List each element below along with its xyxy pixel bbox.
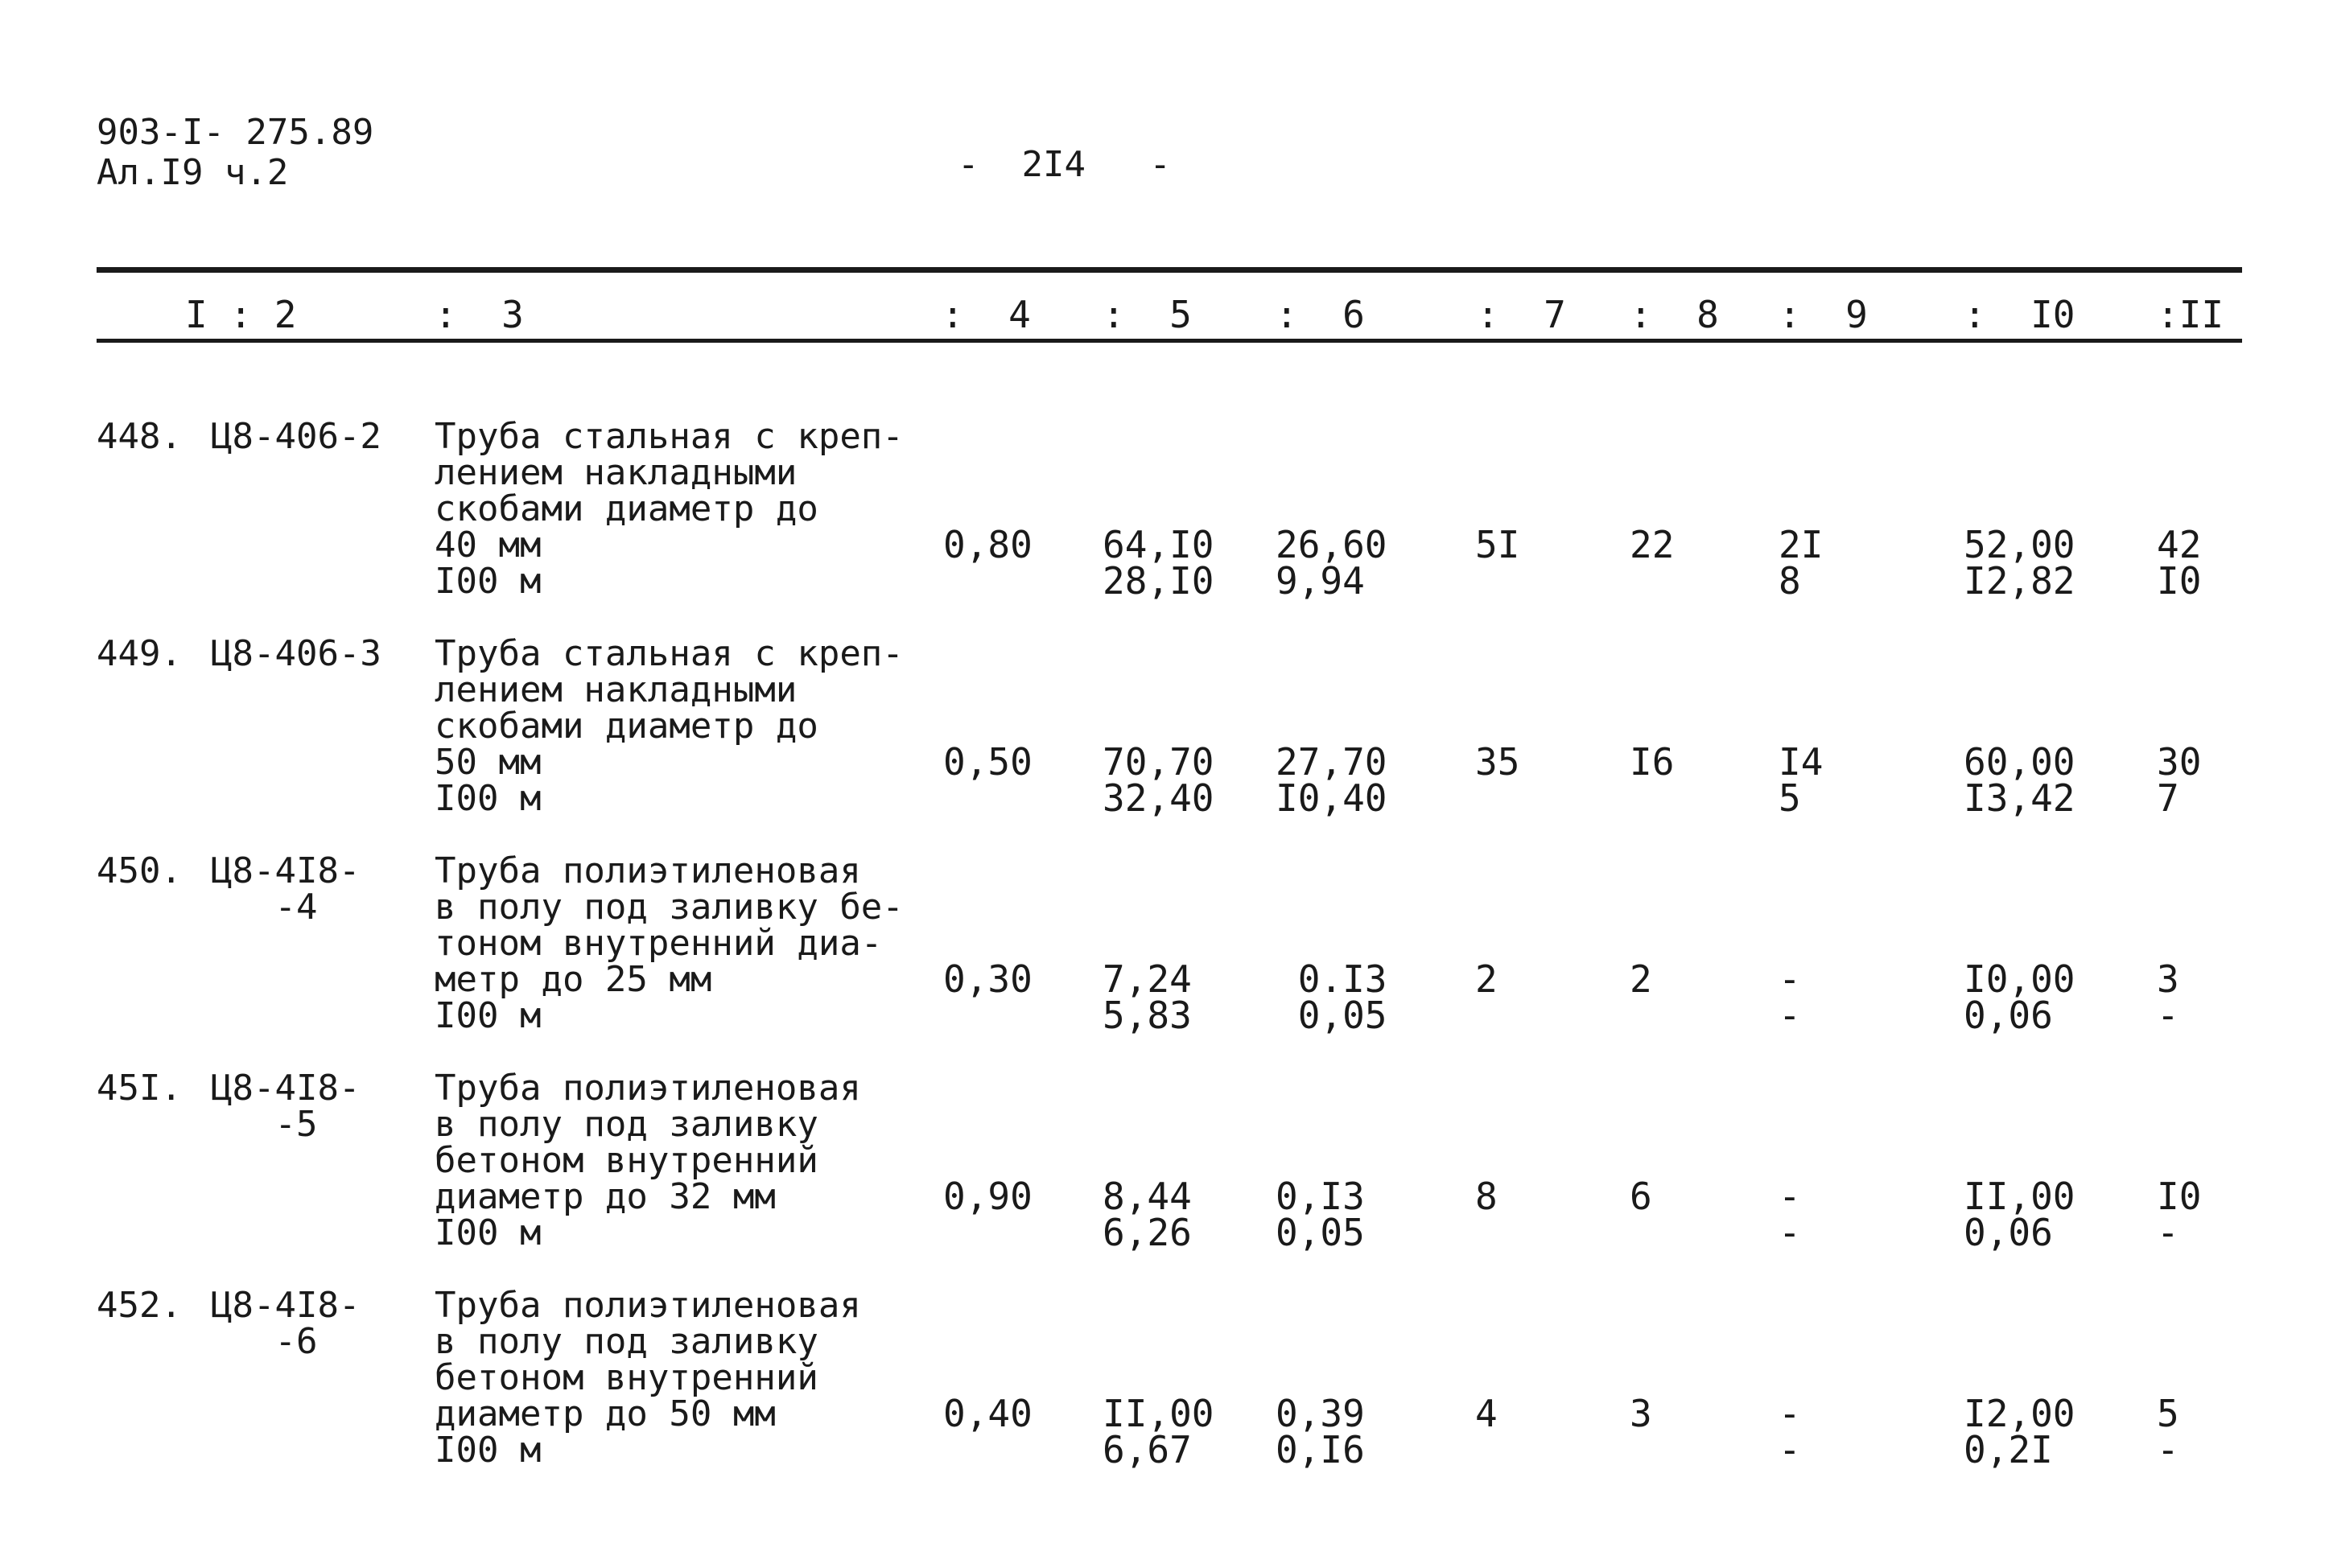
work-description: Труба стальная с креп- (435, 633, 904, 674)
work-description: I00 м (435, 1212, 542, 1253)
cell-col-5: 32,40 (1103, 776, 1214, 820)
cell-col-6: 0,I3 (1276, 1175, 1365, 1218)
cell-col-11: - (2157, 1211, 2179, 1254)
cell-col-9: 8 (1779, 559, 1801, 603)
cell-col-9: - (1779, 957, 1801, 1001)
column-header-7: : 8 (1630, 293, 1719, 336)
cell-col-6: 26,60 (1276, 523, 1387, 566)
rate-code: -6 (211, 1321, 318, 1362)
cell-col-6: 0,05 (1276, 994, 1387, 1037)
cell-col-7: 4 (1475, 1392, 1498, 1435)
work-description: Труба полиэтиленовая (435, 850, 861, 891)
cell-col-9: - (1779, 1211, 1801, 1254)
cell-col-4: 0,80 (943, 523, 1033, 566)
sheet-label: Ал.I9 ч.2 (97, 152, 289, 193)
column-header-10: :II (2157, 293, 2224, 336)
cell-col-9: - (1779, 1392, 1801, 1435)
cell-col-10: 0,06 (1964, 994, 2053, 1037)
cell-col-10: 60,00 (1964, 740, 2075, 784)
cell-col-10: I2,82 (1964, 559, 2075, 603)
rate-code: Ц8-406-2 (211, 416, 381, 457)
rate-code: Ц8-4I8- (211, 1068, 361, 1109)
rate-code: Ц8-406-3 (211, 633, 381, 674)
work-description: Труба полиэтиленовая (435, 1068, 861, 1109)
work-description: тоном внутренний диа- (435, 923, 883, 964)
page-number: - 2I4 - (958, 144, 1171, 185)
column-header-2: : 3 (435, 293, 524, 336)
column-header-5: : 6 (1276, 293, 1365, 336)
cell-col-11: - (2157, 994, 2179, 1037)
cell-col-9: - (1779, 1428, 1801, 1471)
cell-col-6: 0.I3 (1276, 957, 1387, 1001)
cell-col-6: I0,40 (1276, 776, 1387, 820)
cell-col-10: II,00 (1964, 1175, 2075, 1218)
work-description: 50 мм (435, 742, 542, 783)
work-description: бетоном внутренний (435, 1140, 818, 1181)
work-description: Труба полиэтиленовая (435, 1285, 861, 1326)
cell-col-11: 7 (2157, 776, 2179, 820)
cell-col-4: 0,40 (943, 1392, 1033, 1435)
work-description: в полу под заливку (435, 1104, 818, 1145)
cell-col-10: I2,00 (1964, 1392, 2075, 1435)
document-code-block (97, 113, 373, 193)
cell-col-5: 64,I0 (1103, 523, 1214, 566)
column-header-4: : 5 (1103, 293, 1192, 336)
row-number: 45I. (97, 1068, 182, 1109)
cell-col-8: I6 (1630, 740, 1675, 784)
column-header-3: : 4 (942, 293, 1031, 336)
document-code: 903-I- 275.89 (97, 112, 374, 153)
row-number: 450. (97, 850, 182, 891)
cell-col-5: II,00 (1103, 1392, 1214, 1435)
cell-col-9: I4 (1779, 740, 1824, 784)
row-number: 448. (97, 416, 182, 457)
cell-col-5: 7,24 (1103, 957, 1192, 1001)
rate-code: -4 (211, 887, 318, 928)
work-description: диаметр до 32 мм (435, 1176, 776, 1217)
work-description: 40 мм (435, 525, 542, 566)
work-description: лением накладными (435, 452, 798, 493)
rate-code: Ц8-4I8- (211, 850, 361, 891)
cell-col-4: 0,50 (943, 740, 1033, 784)
cell-col-9: - (1779, 994, 1801, 1037)
cell-col-7: 2 (1475, 957, 1498, 1001)
cell-col-6: 0,39 (1276, 1392, 1365, 1435)
cell-col-8: 22 (1630, 523, 1675, 566)
row-number: 452. (97, 1285, 182, 1326)
cell-col-11: I0 (2157, 559, 2202, 603)
cell-col-10: I0,00 (1964, 957, 2075, 1001)
cell-col-9: 5 (1779, 776, 1801, 820)
cell-col-8: 3 (1630, 1392, 1652, 1435)
rate-code: -5 (211, 1104, 318, 1145)
cell-col-9: 2I (1779, 523, 1824, 566)
cell-col-11: 30 (2157, 740, 2202, 784)
table-top-rule (97, 267, 2242, 273)
work-description: скобами диаметр до (435, 488, 818, 529)
work-description: I00 м (435, 561, 542, 602)
cell-col-6: 0,I6 (1276, 1428, 1365, 1471)
cell-col-5: 6,26 (1103, 1211, 1192, 1254)
work-description: Труба стальная с креп- (435, 416, 904, 457)
work-description: в полу под заливку бе- (435, 887, 904, 928)
cell-col-6: 27,70 (1276, 740, 1387, 784)
column-header-9: : I0 (1964, 293, 2075, 336)
work-description: лением накладными (435, 669, 798, 710)
cell-col-11: I0 (2157, 1175, 2202, 1218)
cell-col-5: 6,67 (1103, 1428, 1192, 1471)
column-header-1: I : 2 (185, 293, 297, 336)
cell-col-11: 5 (2157, 1392, 2179, 1435)
cell-col-6: 0,05 (1276, 1211, 1365, 1254)
cell-col-10: 0,2I (1964, 1428, 2053, 1471)
cell-col-8: 2 (1630, 957, 1652, 1001)
cell-col-5: 28,I0 (1103, 559, 1214, 603)
cell-col-10: I3,42 (1964, 776, 2075, 820)
work-description: I00 м (435, 1430, 542, 1471)
cell-col-4: 0,90 (943, 1175, 1033, 1218)
column-header-6: : 7 (1477, 293, 1566, 336)
column-header-8: : 9 (1779, 293, 1868, 336)
work-description: бетоном внутренний (435, 1357, 818, 1398)
cell-col-5: 70,70 (1103, 740, 1214, 784)
header-bottom-rule (97, 339, 2242, 343)
work-description: метр до 25 мм (435, 959, 712, 1000)
cell-col-4: 0,30 (943, 957, 1033, 1001)
work-description: I00 м (435, 778, 542, 819)
cell-col-10: 0,06 (1964, 1211, 2053, 1254)
cell-col-5: 5,83 (1103, 994, 1192, 1037)
cell-col-11: 3 (2157, 957, 2179, 1001)
cell-col-10: 52,00 (1964, 523, 2075, 566)
work-description: скобами диаметр до (435, 706, 818, 747)
cell-col-6: 9,94 (1276, 559, 1365, 603)
cell-col-8: 6 (1630, 1175, 1652, 1218)
cell-col-9: - (1779, 1175, 1801, 1218)
work-description: I00 м (435, 995, 542, 1036)
cell-col-7: 8 (1475, 1175, 1498, 1218)
cell-col-11: - (2157, 1428, 2179, 1471)
work-description: диаметр до 50 мм (435, 1393, 776, 1434)
cell-col-7: 35 (1475, 740, 1520, 784)
row-number: 449. (97, 633, 182, 674)
rate-code: Ц8-4I8- (211, 1285, 361, 1326)
work-description: в полу под заливку (435, 1321, 818, 1362)
cell-col-5: 8,44 (1103, 1175, 1192, 1218)
cell-col-11: 42 (2157, 523, 2202, 566)
cell-col-7: 5I (1475, 523, 1520, 566)
